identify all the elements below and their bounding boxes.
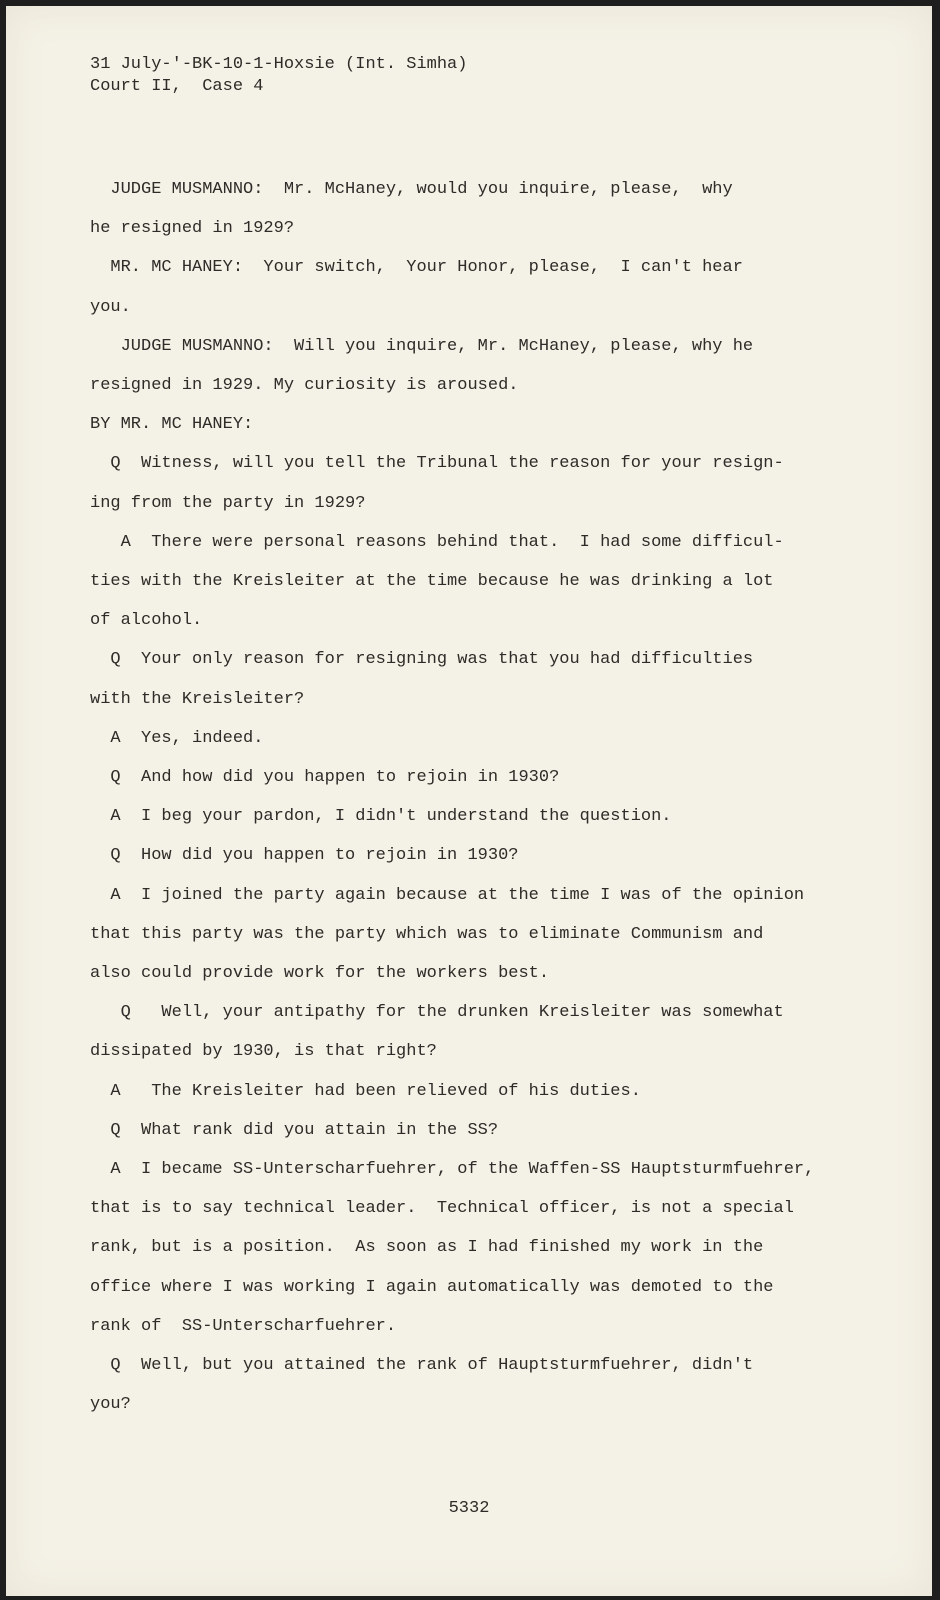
- transcript-line: that this party was the party which was to eliminate Communism and: [90, 924, 764, 944]
- transcript-line: A Yes, indeed.: [90, 728, 264, 748]
- transcript-line: Q And how did you happen to rejoin in 1930?: [90, 768, 560, 788]
- transcript-line: dissipated by 1930, is that right?: [90, 1042, 437, 1062]
- transcript-line: ing from the party in 1929?: [90, 493, 366, 513]
- transcript-line: JUDGE MUSMANNO: Will you inquire, Mr. McHaney, please, why he: [90, 336, 754, 356]
- transcript-line: you.: [90, 297, 131, 317]
- transcript-line: with the Kreisleiter?: [90, 689, 305, 709]
- transcript-line: rank, but is a position. As soon as I had finished my work in the: [90, 1238, 764, 1258]
- transcript-line: A I joined the party again because at the time I was of the opinion: [90, 885, 805, 905]
- transcript-body: [90, 170, 870, 1425]
- transcript-line: Q Witness, will you tell the Tribunal the reason for your resign-: [90, 454, 784, 474]
- header-session-line: 31 July-'-BK-10-1-Hoxsie (Int. Simha): [90, 55, 468, 74]
- transcript-line: resigned in 1929. My curiosity is aroused.: [90, 376, 519, 396]
- document-header: [90, 54, 467, 98]
- transcript-line: rank of SS-Unterscharfuehrer.: [90, 1316, 397, 1336]
- transcript-line: A I became SS-Unterscharfuehrer, of the Waffen-SS Hauptsturmfuehrer,: [90, 1160, 815, 1180]
- transcript-line: A The Kreisleiter had been relieved of his duties.: [90, 1081, 641, 1101]
- transcript-line: MR. MC HANEY: Your switch, Your Honor, please, I can't hear: [90, 258, 743, 278]
- transcript-line: also could provide work for the workers best.: [90, 964, 550, 984]
- transcript-line: A I beg your pardon, I didn't understand the question.: [90, 807, 672, 827]
- transcript-line: Q Well, your antipathy for the drunken Kreisleiter was somewhat: [90, 1003, 784, 1023]
- transcript-line: office where I was working I again automatically was demoted to the: [90, 1277, 774, 1297]
- transcript-line: JUDGE MUSMANNO: Mr. McHaney, would you inquire, please, why: [90, 180, 733, 199]
- transcript-line: Q Well, but you attained the rank of Hauptsturmfuehrer, didn't: [90, 1356, 754, 1376]
- transcript-line: you?: [90, 1395, 131, 1415]
- transcript-line: BY MR. MC HANEY:: [90, 415, 254, 435]
- transcript-line: ties with the Kreisleiter at the time because he was drinking a lot: [90, 572, 774, 592]
- transcript-line: of alcohol.: [90, 611, 203, 631]
- transcript-line: Q Your only reason for resigning was that you had difficulties: [90, 650, 754, 670]
- page-number: 5332: [448, 1499, 490, 1518]
- document-page: [6, 6, 932, 1596]
- transcript-line: A There were personal reasons behind that. I had some difficul-: [90, 532, 784, 552]
- transcript-line: Q What rank did you attain in the SS?: [90, 1120, 499, 1140]
- header-court-line: Court II, Case 4: [90, 77, 264, 96]
- transcript-line: he resigned in 1929?: [90, 219, 295, 239]
- transcript-line: Q How did you happen to rejoin in 1930?: [90, 846, 519, 866]
- transcript-line: that is to say technical leader. Technical officer, is not a special: [90, 1199, 794, 1219]
